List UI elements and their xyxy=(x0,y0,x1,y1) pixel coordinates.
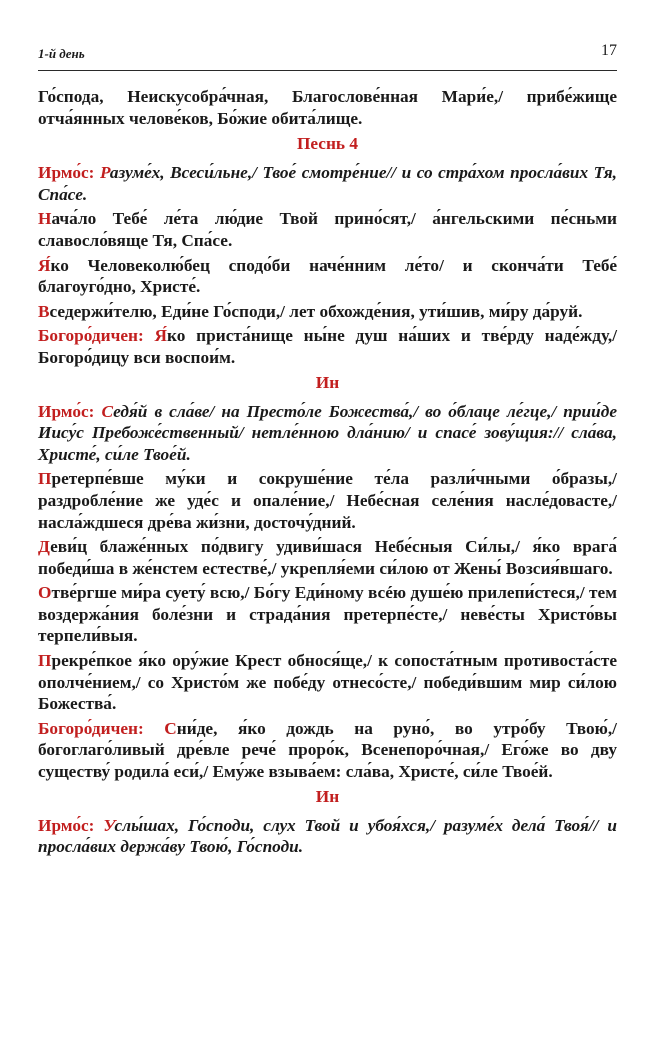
hymn-irmos xyxy=(38,162,617,205)
paragraph-text: ача́ло Тебе́ ле́та лю́дие Твой прино́сят,/ а́нгельскими пе́сньми славосло́вяще Тя, Спа́се. xyxy=(38,209,617,250)
paragraph-text: тве́ргше ми́ра суету́ всю,/ Бо́гу Еди́ному всéю душе́ю прилепи́стеся,/ тем воздержа́ния боле́зни и страда́ния претерпе́сте,/ неве́сты Христо́вы терпели́выя. xyxy=(38,583,617,646)
page-number: 17 xyxy=(601,42,617,59)
hymn-label: Богоро́дичен: xyxy=(38,718,144,738)
paragraph-text: едя́й в сла́ве/ на Престо́ле Божества́,/ во о́блаце ле́гце,/ прии́де Иису́с Пребоже́ственный/ нетле́нною дла́нию/ и спасе́ зову́щия:// сла́ва, Христе́, си́ле Твое́й. xyxy=(38,401,617,464)
hymn-label: Ирмо́с: xyxy=(38,401,95,421)
section-label: 1-й день xyxy=(38,46,85,61)
troparion xyxy=(38,468,617,533)
drop-initial: С xyxy=(164,718,177,738)
troparion xyxy=(38,582,617,647)
paragraph-text: ко приста́нище ны́не душ на́ших и тве́рду наде́жду,/ Богоро́дицу вси воспои́м. xyxy=(38,326,617,367)
paragraph-text: азуме́х, Всеси́льне,/ Твое́ смотре́ние// и со стра́хом просла́вих Тя, Спа́се. xyxy=(38,163,618,204)
troparion xyxy=(38,208,617,251)
paragraph-text: ко Человеколю́бец сподо́би наче́нним ле́то/ и сконча́ти Тебе́ благоуго́дно, Христе́. xyxy=(38,255,617,297)
paragraph-text: седержи́телю, Еди́не Го́споди,/ лет обхожде́ния, ути́шив, ми́ру да́руй. xyxy=(49,301,583,321)
troparion xyxy=(38,536,617,579)
theotokion xyxy=(38,325,617,368)
drop-initial: Я́ xyxy=(154,326,167,346)
running-header xyxy=(38,40,617,71)
paragraph-text: Го́спода, Неискусобра́чная, Благослове́нная Мари́е,/ прибе́жище отча́янных челове́ков, Бо́жие обита́лище. xyxy=(38,87,617,128)
drop-initial: Д xyxy=(38,537,51,557)
paragraph-text: рекре́пкое я́ко ору́жие Крест обнося́ще,/ к сопоста́тным противоста́сте ополче́нием,/ со Христо́м же побе́ду отнесо́сте,/ победи́вшим мир си́лою Божества́. xyxy=(38,651,617,714)
paragraph-text: слы́шах, Го́споди, слух Твой и убоя́хся,/ разуме́х дела́ Твоя́// и просла́вих держа́ву Твою́, Го́споди. xyxy=(38,815,617,857)
hymn-label: Ирмо́с: xyxy=(38,815,95,835)
drop-initial: С xyxy=(101,401,114,421)
paragraph-text: ретерпе́вше му́ки и сокруше́ние те́ла разли́чными о́бразы,/ раздробле́ние же уде́с и опале́ние,/ Небе́сная селе́ния насле́довасте,/ насла́ждшеся дре́ва жи́зни, досточу́дний. xyxy=(38,469,617,532)
drop-initial: П xyxy=(38,651,52,671)
hymn-label: Ирмо́с: xyxy=(38,163,95,183)
troparion xyxy=(38,301,617,323)
paragraph-text: ни́де, я́ко дождь на руно́, во утро́бу Твою́,/ богоглаго́ливый дре́вле рече́ проро́к, Всенепоро́чная,/ Его́же во дву существу́ родила́ еси́,/ Ему́же взыва́ем: сла́ва, Христе́, си́ле Твое́й. xyxy=(38,718,617,782)
hymn-irmos xyxy=(38,401,617,466)
section-heading: Ин xyxy=(315,372,340,392)
paragraph-continuation xyxy=(38,86,617,129)
hymn-irmos xyxy=(38,815,617,858)
theotokion xyxy=(38,718,617,783)
section-heading: Ин xyxy=(315,786,340,806)
drop-initial: О xyxy=(38,583,52,603)
paragraph-text: еви́ц блаже́нных по́двигу удиви́шася Небе́сныя Си́лы,/ я́ко врага́ победи́ша в же́нстем естестве́,/ укрепля́еми си́лою от Жены́ Возсия́вшаго. xyxy=(38,537,617,578)
troparion xyxy=(38,650,617,715)
drop-initial: У xyxy=(103,815,115,835)
drop-initial: Я́ xyxy=(38,255,51,275)
section-heading: Песнь 4 xyxy=(296,134,359,154)
drop-initial: В xyxy=(38,301,50,321)
troparion xyxy=(38,255,617,298)
drop-initial: П xyxy=(38,469,52,489)
drop-initial: Н xyxy=(38,209,52,229)
hymn-label: Богоро́дичен: xyxy=(38,326,144,346)
drop-initial: Р xyxy=(99,163,110,183)
page-body xyxy=(38,86,617,861)
